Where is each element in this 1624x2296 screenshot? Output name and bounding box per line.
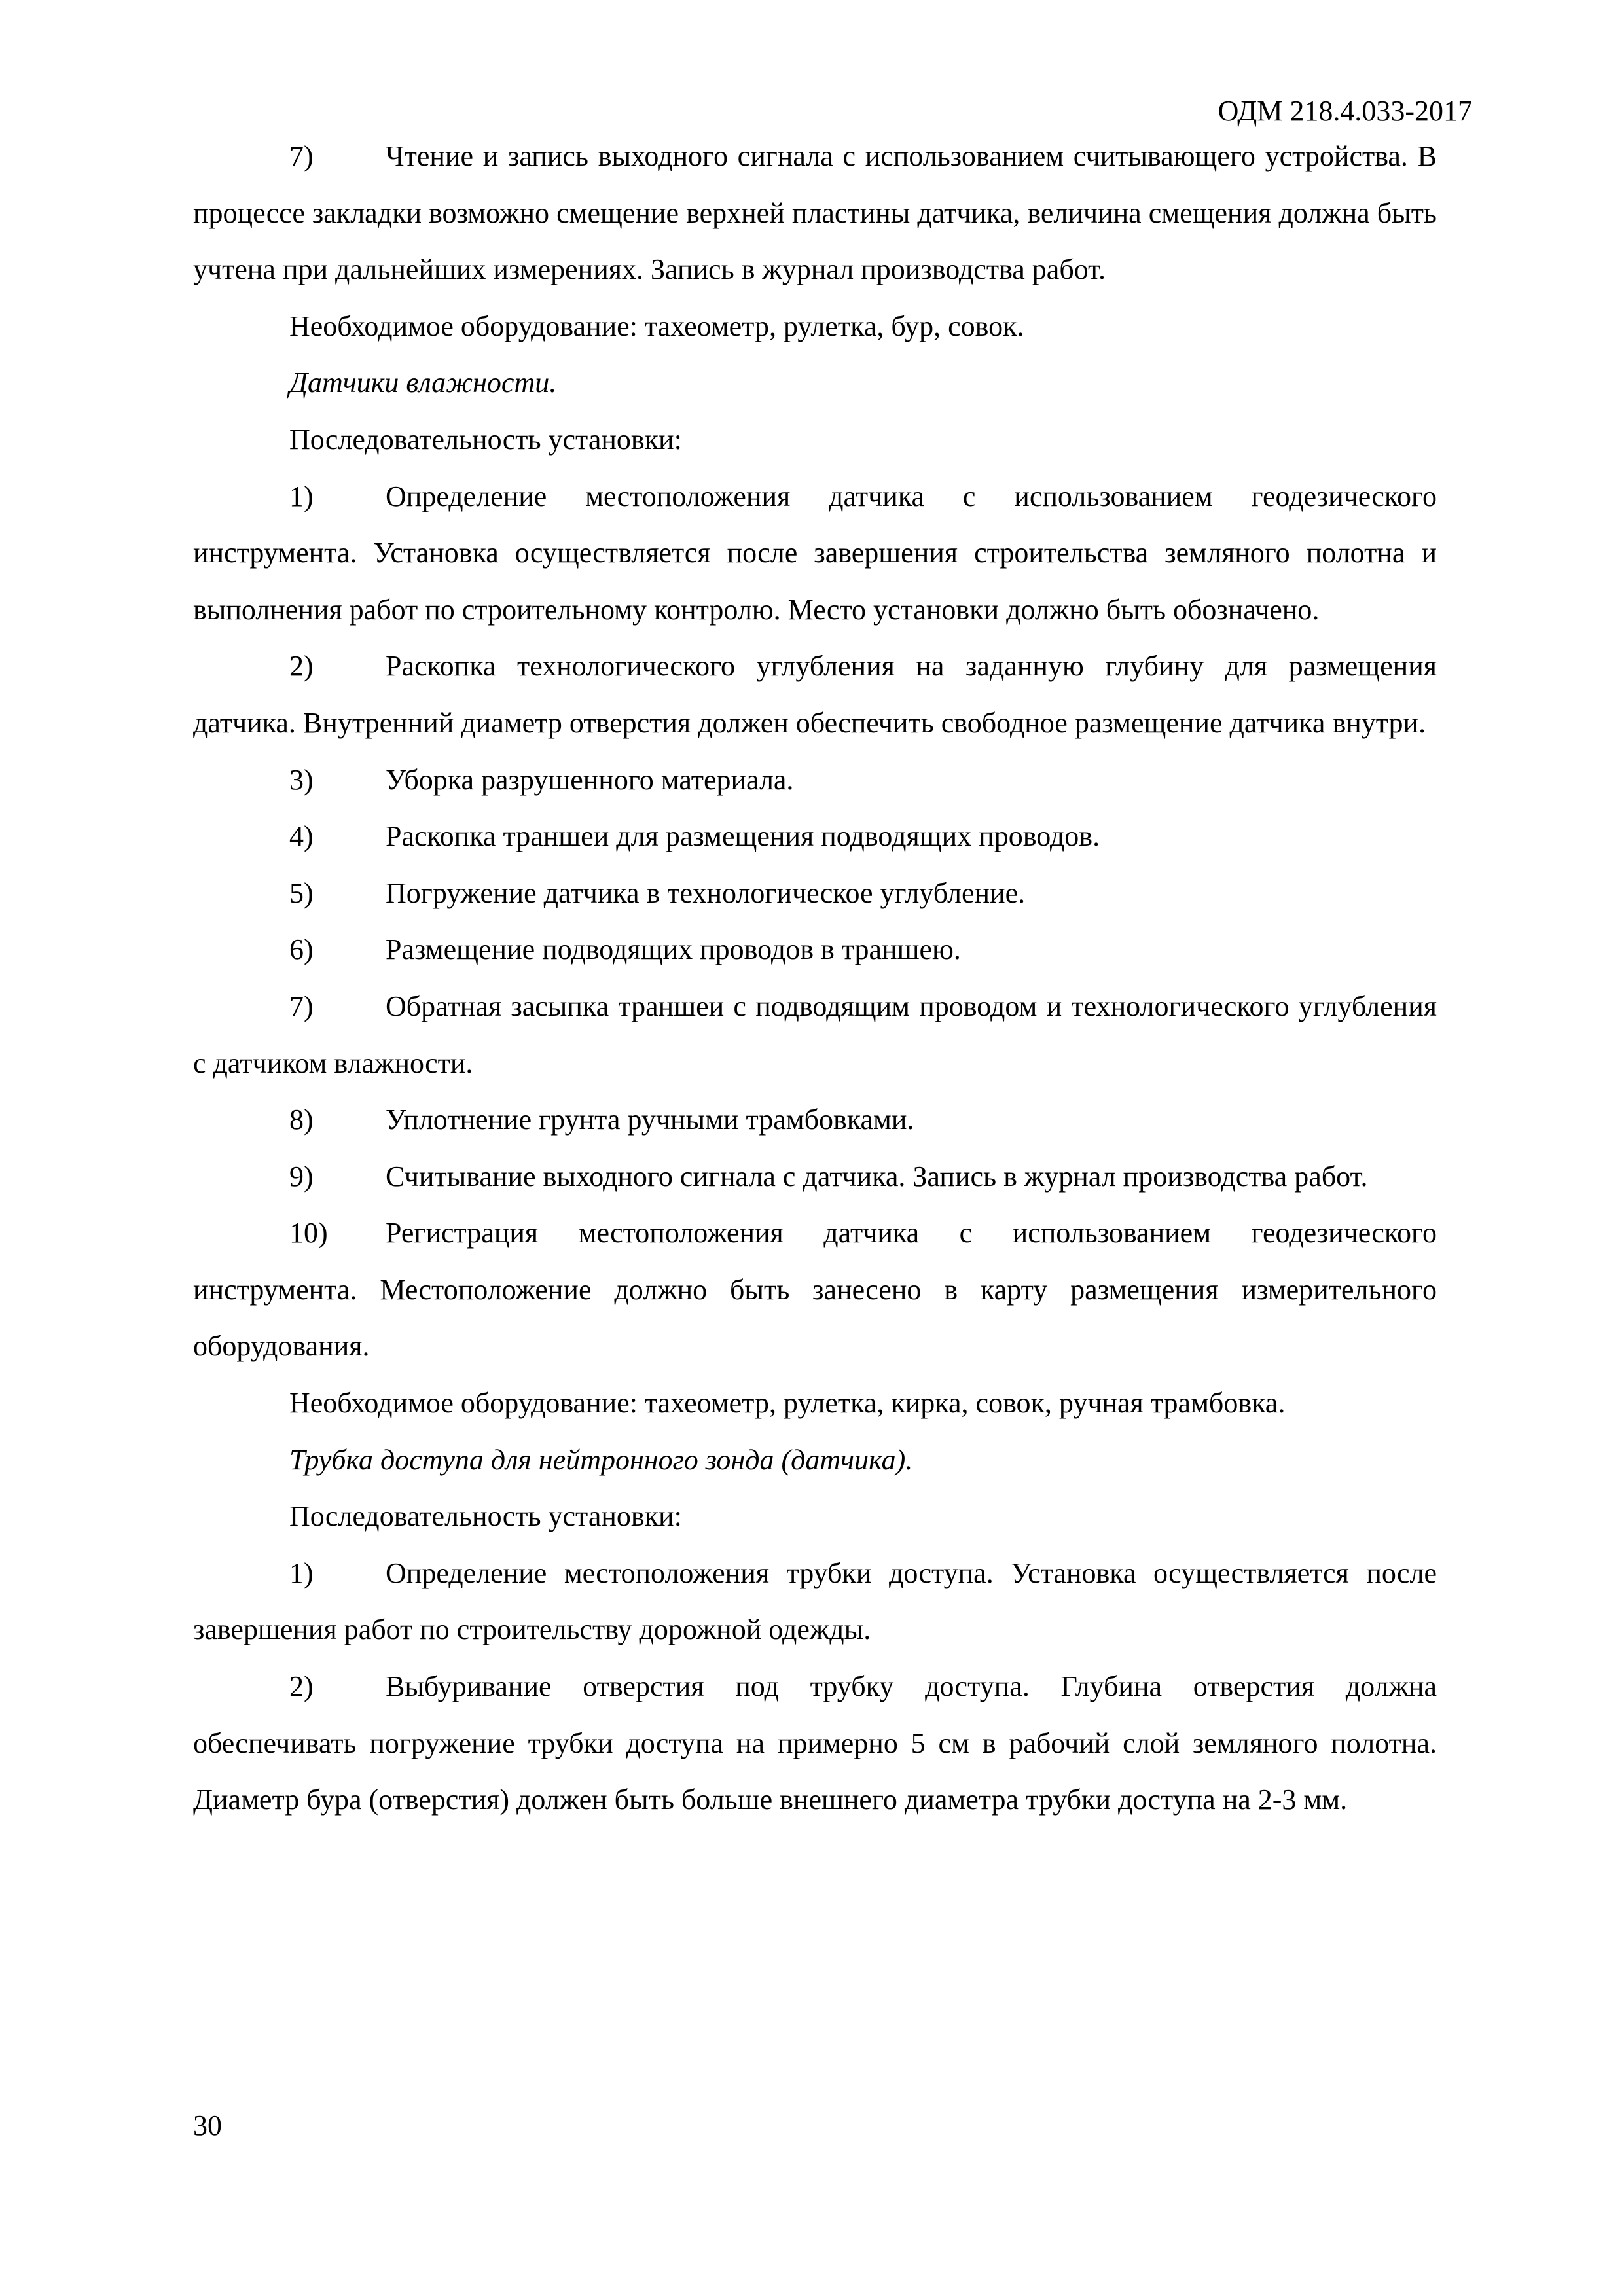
list-item — [193, 808, 1437, 865]
list-item — [193, 1659, 1437, 1829]
page-number: 30 — [193, 2109, 222, 2142]
paragraph-equipment — [193, 1375, 1437, 1432]
list-item — [193, 1092, 1437, 1149]
item-number: 5) — [289, 876, 314, 909]
item-number: 9) — [289, 1160, 314, 1193]
paragraph-text: Датчики влажности. — [289, 367, 557, 399]
item-number: 7) — [289, 140, 314, 172]
list-item — [193, 752, 1437, 809]
paragraph-text: Считывание выходного сигнала с датчика. Запись в журнал производства работ. — [386, 1160, 1368, 1193]
list-item — [193, 1149, 1437, 1206]
paragraph-text: Погружение датчика в технологическое углубление. — [386, 876, 1026, 909]
list-item — [193, 469, 1437, 639]
paragraph-text: Уплотнение грунта ручными трамбовками. — [386, 1103, 914, 1136]
paragraph-item-7-readout — [193, 128, 1437, 298]
item-number: 7) — [289, 990, 314, 1022]
paragraph-text: Чтение и запись выходного сигнала с использованием считывающего устройства. В процессе закладки возможно смещение верхней пластины датчика, величина смещения должна быть учтена при дальнейших измерениях. Запись в журнал производства работ. — [193, 140, 1437, 286]
paragraph-install-sequence — [193, 412, 1437, 469]
list-item — [193, 865, 1437, 922]
list-item — [193, 1205, 1437, 1375]
paragraph-text: Выбуривание отверстия под трубку доступа. Глубина отверстия должна обеспечивать погружение трубки доступа на примерно 5 см в рабочий слой земляного полотна. Диаметр бура (отверстия) должен быть больше внешнего диаметра трубки доступа на 2-3 мм. — [193, 1670, 1437, 1816]
list-item — [193, 922, 1437, 978]
list-item — [193, 978, 1437, 1092]
item-number: 1) — [289, 480, 314, 512]
paragraph-text: Регистрация местоположения датчика с использованием геодезического инструмента. Местоположение должно быть занесено в карту размещения измерительного оборудования. — [193, 1217, 1437, 1363]
item-number: 4) — [289, 820, 314, 853]
paragraph-equipment — [193, 298, 1437, 355]
paragraph-text: Раскопка траншеи для размещения подводящих проводов. — [386, 820, 1100, 853]
list-item — [193, 638, 1437, 751]
paragraph-text: Трубка доступа для нейтронного зонда (датчика). — [289, 1443, 913, 1476]
item-number: 6) — [289, 933, 314, 966]
paragraph-text: Последовательность установки: — [289, 423, 682, 456]
paragraph-text: Уборка разрушенного материала. — [386, 763, 794, 796]
document-body — [193, 128, 1437, 1829]
section-heading-moisture-sensors — [193, 355, 1437, 412]
paragraph-text: Последовательность установки: — [289, 1500, 682, 1533]
item-number: 2) — [289, 1670, 314, 1703]
paragraph-text: Определение местоположения датчика с использованием геодезического инструмента. Установка осуществляется после завершения строительства земляного полотна и выполнения работ по строительному контролю. Место установки должно быть обозначено. — [193, 480, 1437, 626]
paragraph-text: Раскопка технологического углубления на заданную глубину для размещения датчика. Внутренний диаметр отверстия должен обеспечить свободное размещение датчика внутри. — [193, 650, 1437, 739]
paragraph-text: Необходимое оборудование: тахеометр, рулетка, бур, совок. — [289, 310, 1024, 342]
list-item — [193, 1545, 1437, 1659]
item-number: 3) — [289, 763, 314, 796]
item-number: 10) — [289, 1217, 328, 1249]
document-code-header: ОДМ 218.4.033-2017 — [1218, 95, 1472, 127]
section-heading-access-tube — [193, 1432, 1437, 1489]
item-number: 2) — [289, 650, 314, 683]
item-number: 8) — [289, 1103, 314, 1136]
paragraph-install-sequence — [193, 1488, 1437, 1545]
paragraph-text: Обратная засыпка траншеи с подводящим проводом и технологического углубления с датчиком влажности. — [193, 990, 1437, 1079]
item-number: 1) — [289, 1556, 314, 1589]
paragraph-text: Размещение подводящих проводов в траншею. — [386, 933, 961, 966]
paragraph-text: Определение местоположения трубки доступа. Установка осуществляется после завершения работ по строительству дорожной одежды. — [193, 1556, 1437, 1646]
paragraph-text: Необходимое оборудование: тахеометр, рулетка, кирка, совок, ручная трамбовка. — [289, 1387, 1286, 1420]
